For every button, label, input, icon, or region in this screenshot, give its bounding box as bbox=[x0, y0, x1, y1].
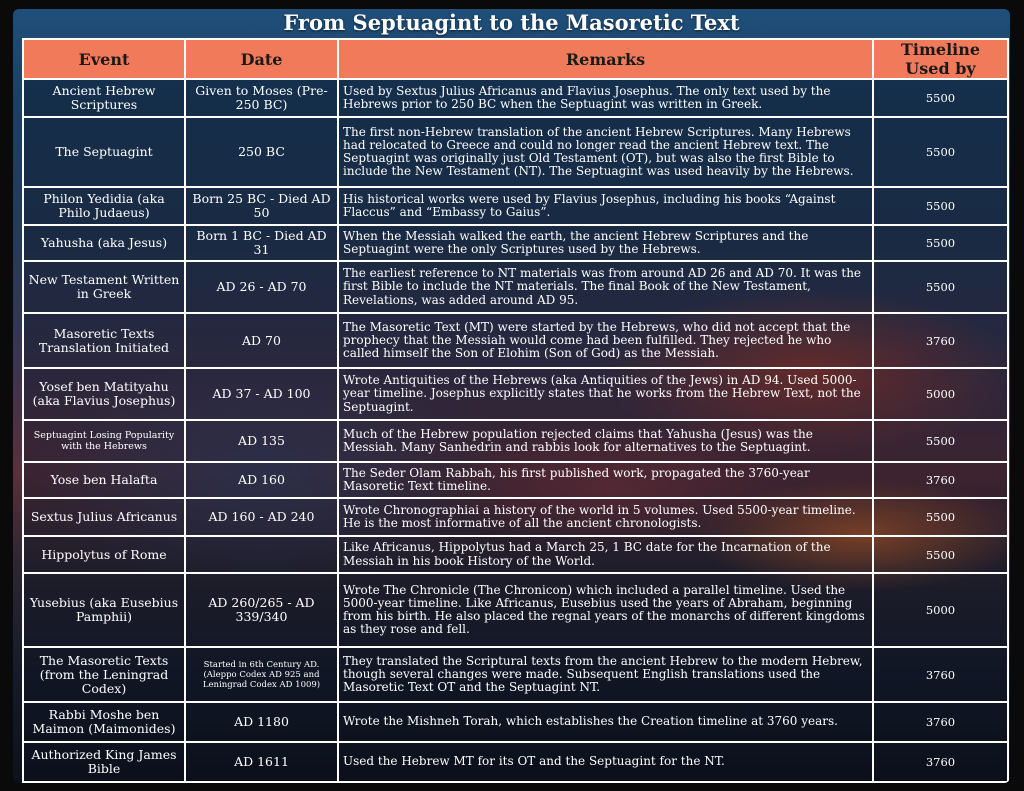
remarks-cell: When the Messiah walked the earth, the ancient Hebrew Scriptures and the Septuagint were the only Scriptures used by the Hebrews. bbox=[338, 225, 873, 261]
table-row bbox=[23, 225, 1008, 261]
remarks-cell: The Masoretic Text (MT) were started by the Hebrews, who did not accept that the prophecy that the Messiah would come had been fulfilled. They rejected he who called himself the Son of Elohim (Son of God) as the Messiah. bbox=[338, 313, 873, 368]
timeline-cell: 3760 bbox=[873, 742, 1008, 782]
timeline-table bbox=[22, 38, 1009, 783]
timeline-cell: 5500 bbox=[873, 498, 1008, 536]
remarks-cell: Wrote Antiquities of the Hebrews (aka Antiquities of the Jews) in AD 94. Used 5000-year timeline. Josephus explicitly states that he works from the Hebrew Text, not the Septuagint. bbox=[338, 368, 873, 420]
remarks-cell: His historical works were used by Flavius Josephus, including his books “Against Flaccus” and “Embassy to Gaius”. bbox=[338, 187, 873, 225]
timeline-cell: 5500 bbox=[873, 79, 1008, 117]
date-cell: AD 37 - AD 100 bbox=[185, 368, 338, 420]
timeline-cell: 5500 bbox=[873, 536, 1008, 573]
date-cell bbox=[185, 536, 338, 573]
timeline-cell: 3760 bbox=[873, 462, 1008, 498]
date-cell: Born 25 BC - Died AD 50 bbox=[185, 187, 338, 225]
remarks-cell: Used the Hebrew MT for its OT and the Septuagint for the NT. bbox=[338, 742, 873, 782]
timeline-cell: 5500 bbox=[873, 261, 1008, 313]
event-cell: Sextus Julius Africanus bbox=[23, 498, 185, 536]
page-title: From Septuagint to the Masoretic Text bbox=[283, 10, 740, 35]
remarks-cell: Wrote the Mishneh Torah, which establishes the Creation timeline at 3760 years. bbox=[338, 702, 873, 742]
timeline-cell: 5500 bbox=[873, 187, 1008, 225]
date-cell: Started in 6th Century AD. (Aleppo Codex AD 925 and Leningrad Codex AD 1009) bbox=[185, 647, 338, 702]
table-row bbox=[23, 462, 1008, 498]
event-cell: Rabbi Moshe ben Maimon (Maimonides) bbox=[23, 702, 185, 742]
table-row bbox=[23, 420, 1008, 462]
date-cell: Given to Moses (Pre-250 BC) bbox=[185, 79, 338, 117]
table-row bbox=[23, 536, 1008, 573]
date-cell: AD 1611 bbox=[185, 742, 338, 782]
event-cell: Hippolytus of Rome bbox=[23, 536, 185, 573]
timeline-cell: 5500 bbox=[873, 225, 1008, 261]
timeline-cell: 5500 bbox=[873, 420, 1008, 462]
date-cell: AD 26 - AD 70 bbox=[185, 261, 338, 313]
event-cell: Yusebius (aka Eusebius Pamphii) bbox=[23, 573, 185, 647]
date-cell: AD 160 bbox=[185, 462, 338, 498]
timeline-cell: 3760 bbox=[873, 313, 1008, 368]
table-row bbox=[23, 498, 1008, 536]
date-cell: AD 160 - AD 240 bbox=[185, 498, 338, 536]
table-row bbox=[23, 368, 1008, 420]
table-row bbox=[23, 742, 1008, 782]
event-cell: The Septuagint bbox=[23, 117, 185, 187]
column-header-event: Event bbox=[23, 39, 185, 79]
table-row bbox=[23, 313, 1008, 368]
table-header-row bbox=[23, 39, 1008, 79]
table-row bbox=[23, 702, 1008, 742]
event-cell: Authorized King James Bible bbox=[23, 742, 185, 782]
event-cell: New Testament Written in Greek bbox=[23, 261, 185, 313]
event-cell: Yosef ben Matityahu (aka Flavius Josephus) bbox=[23, 368, 185, 420]
table-row bbox=[23, 187, 1008, 225]
date-cell: AD 70 bbox=[185, 313, 338, 368]
remarks-cell: The Seder Olam Rabbah, his first published work, propagated the 3760-year Masoretic Text timeline. bbox=[338, 462, 873, 498]
table-row bbox=[23, 79, 1008, 117]
remarks-cell: Used by Sextus Julius Africanus and Flavius Josephus. The only text used by the Hebrews prior to 250 BC when the Septuagint was written in Greek. bbox=[338, 79, 873, 117]
column-header-timeline: Timeline Used by bbox=[873, 39, 1008, 79]
table-row bbox=[23, 647, 1008, 702]
remarks-cell: They translated the Scriptural texts from the ancient Hebrew to the modern Hebrew, though several changes were made. Subsequent English translations used the Masoretic Text OT and the Septuagint NT. bbox=[338, 647, 873, 702]
event-cell: Masoretic Texts Translation Initiated bbox=[23, 313, 185, 368]
remarks-cell: The earliest reference to NT materials was from around AD 26 and AD 70. It was the first Bible to include the NT materials. The final Book of the New Testament, Revelations, was added around AD 95. bbox=[338, 261, 873, 313]
event-cell: The Masoretic Texts (from the Leningrad Codex) bbox=[23, 647, 185, 702]
column-header-date: Date bbox=[185, 39, 338, 79]
date-cell: AD 260/265 - AD 339/340 bbox=[185, 573, 338, 647]
remarks-cell: Wrote Chronographiai a history of the world in 5 volumes. Used 5500-year timeline. He is the most informative of all the ancient chronologists. bbox=[338, 498, 873, 536]
table-row bbox=[23, 117, 1008, 187]
event-cell: Ancient Hebrew Scriptures bbox=[23, 79, 185, 117]
event-cell: Septuagint Losing Popularity with the Hebrews bbox=[23, 420, 185, 462]
column-header-remarks: Remarks bbox=[338, 39, 873, 79]
date-cell: AD 1180 bbox=[185, 702, 338, 742]
table-row bbox=[23, 573, 1008, 647]
event-cell: Philon Yedidia (aka Philo Judaeus) bbox=[23, 187, 185, 225]
remarks-cell: Like Africanus, Hippolytus had a March 25, 1 BC date for the Incarnation of the Messiah in his book History of the World. bbox=[338, 536, 873, 573]
timeline-cell: 5000 bbox=[873, 368, 1008, 420]
timeline-cell: 5000 bbox=[873, 573, 1008, 647]
date-cell: Born 1 BC - Died AD 31 bbox=[185, 225, 338, 261]
event-cell: Yahusha (aka Jesus) bbox=[23, 225, 185, 261]
infographic-frame bbox=[13, 9, 1010, 783]
event-cell: Yose ben Halafta bbox=[23, 462, 185, 498]
timeline-cell: 5500 bbox=[873, 117, 1008, 187]
date-cell: AD 135 bbox=[185, 420, 338, 462]
remarks-cell: The first non-Hebrew translation of the ancient Hebrew Scriptures. Many Hebrews had relocated to Greece and could no longer read the ancient Hebrew text. The Septuagint was originally just Old Testament (OT), but was also the first Bible to include the New Testament (NT). The Septuagint was used heavily by the Hebrews. bbox=[338, 117, 873, 187]
remarks-cell: Wrote The Chronicle (The Chronicon) which included a parallel timeline. Used the 5000-year timeline. Like Africanus, Eusebius used the years of Abraham, beginning from his birth. He also placed the regnal years of the monarchs of different kingdoms as they rose and fell. bbox=[338, 573, 873, 647]
timeline-cell: 3760 bbox=[873, 647, 1008, 702]
date-cell: 250 BC bbox=[185, 117, 338, 187]
table-row bbox=[23, 261, 1008, 313]
timeline-cell: 3760 bbox=[873, 702, 1008, 742]
remarks-cell: Much of the Hebrew population rejected claims that Yahusha (Jesus) was the Messiah. Many Sanhedrin and rabbis look for alternatives to the Septuagint. bbox=[338, 420, 873, 462]
